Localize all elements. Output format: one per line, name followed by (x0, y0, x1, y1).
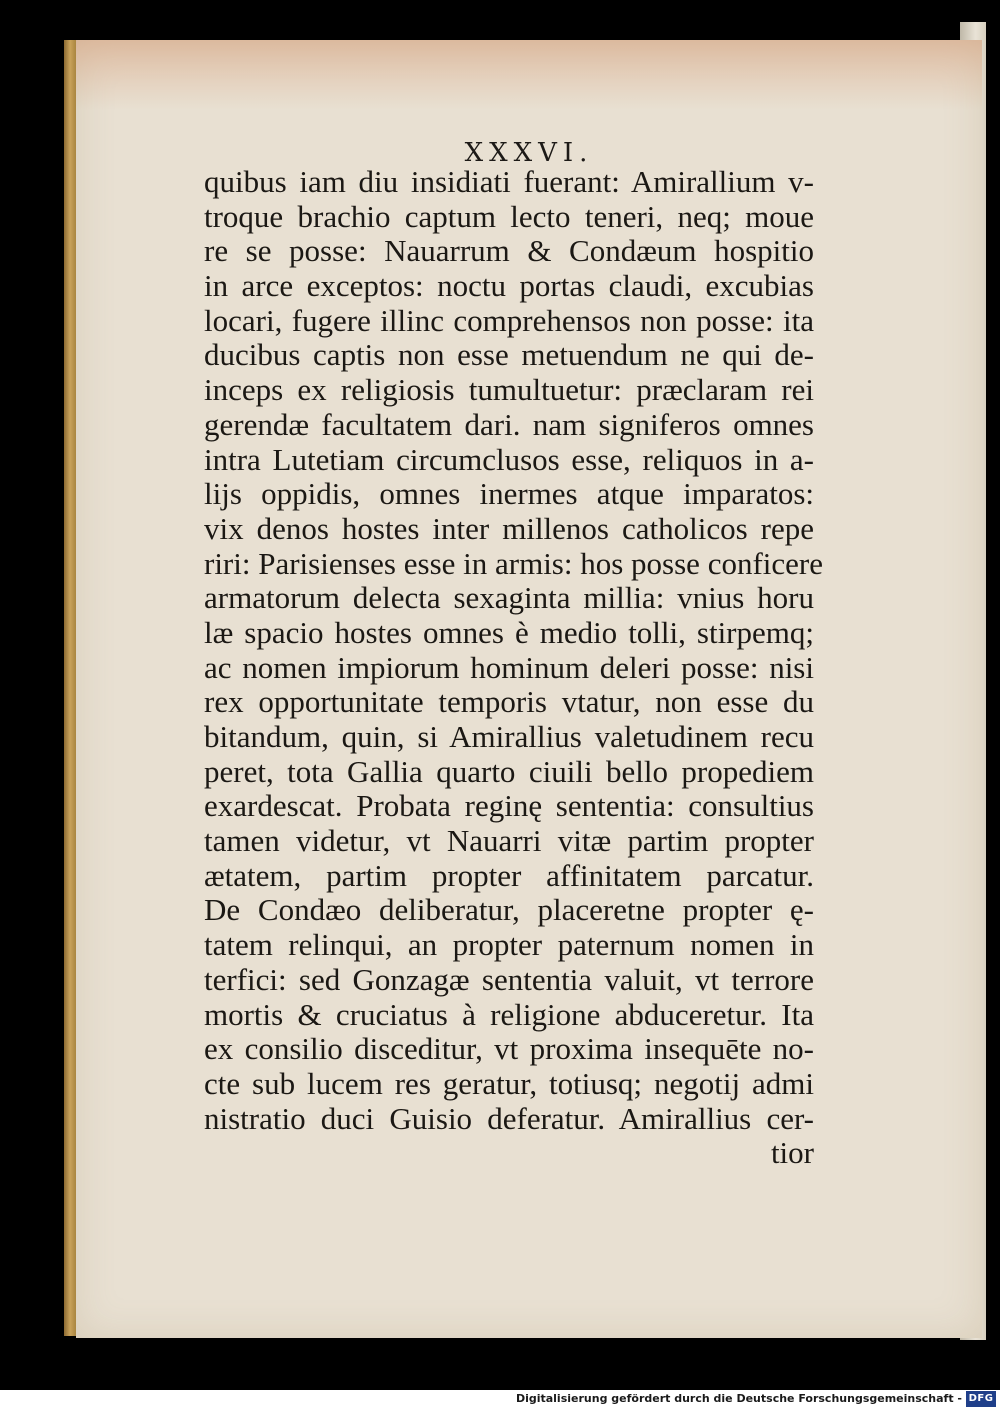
text-line: terfici: sed Gonzagæ sententia valuit, vt terrore (204, 961, 814, 997)
text-line: ex consilio disceditur, vt proxima insequēte no- (204, 1031, 814, 1067)
text-line: in arce exceptos: noctu portas claudi, excubias (204, 268, 814, 304)
text-line: mortis & cruciatus à religione abduceretur. Ita (204, 996, 814, 1032)
text-line: ducibus captis non esse metuendum ne qui de- (204, 337, 814, 373)
text-line: ætatem, partim propter affinitatem parcatur. (204, 857, 814, 893)
text-line: riri: Parisienses esse in armis: hos posse conficere (204, 545, 823, 581)
text-line: bitandum, quin, si Amirallius valetudinem recu (204, 719, 814, 754)
text-line: vix denos hostes inter millenos catholicos repe (204, 510, 814, 546)
text-line: tatem relinqui, an propter paternum nomen in (204, 927, 814, 963)
text-line: peret, tota Gallia quarto ciuili bello propediem (204, 753, 814, 789)
text-line: gerendæ facultatem dari. nam signiferos omnes (204, 406, 814, 442)
text-line: re se posse: Nauarrum & Condæum hospitio (204, 233, 814, 269)
book-edge (64, 40, 76, 1336)
text-line: lijs oppidis, omnes inermes atque imparatos: (204, 476, 814, 512)
text-line: læ spacio hostes omnes è medio tolli, stirpemq; (204, 614, 814, 650)
text-line: inceps ex religiosis tumultuetur: præclaram rei (204, 372, 814, 408)
text-line: De Condæo deliberatur, placeretne propter ę- (204, 892, 814, 928)
footer-credit: Digitalisierung gefördert durch die Deutsche Forschungsgemeinschaft - (515, 1392, 962, 1405)
catchword: tior (770, 1135, 814, 1171)
text-line: tamen videtur, vt Nauarri vitæ partim propter (204, 823, 814, 859)
text-line: locari, fugere illinc comprehensos non posse: ita (204, 302, 814, 338)
text-line: ac nomen impiorum hominum deleri posse: nisi (204, 649, 814, 685)
text-line: rex opportunitate temporis vtatur, non esse du (204, 684, 814, 720)
footer-bar (0, 1390, 1000, 1409)
page-stain (76, 40, 982, 110)
text-line: quibus iam diu insidiati fuerant: Amirallium v- (204, 164, 814, 199)
text-line: intra Lutetiam circumclusos esse, reliquos in a- (204, 441, 814, 477)
text-line: exardescat. Probata reginę sententia: consultius (204, 788, 814, 824)
text-line: cte sub lucem res geratur, totiusq; negotij admi (204, 1065, 814, 1101)
text-block (204, 164, 823, 1171)
text-line: troque brachio captum lecto teneri, neq; moue (204, 198, 814, 234)
page-number: XXXVI. (464, 138, 594, 168)
text-line: armatorum delecta sexaginta millia: vnius horu (204, 580, 814, 616)
text-line: nistratio duci Guisio deferatur. Amirallius cer- (204, 1100, 814, 1136)
dfg-logo-icon: DFG (966, 1391, 996, 1407)
